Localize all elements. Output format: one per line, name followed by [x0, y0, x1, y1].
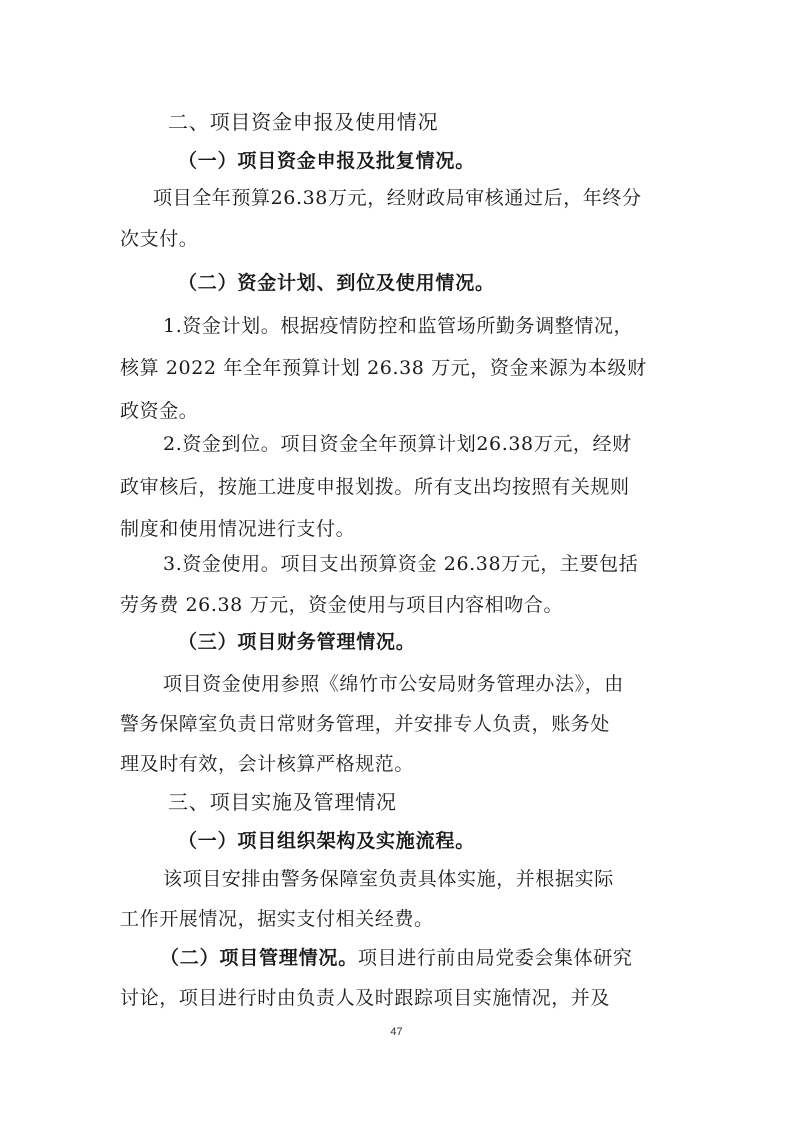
paragraph-line: 工作开展情况，据实支付相关经费。	[120, 908, 434, 930]
paragraph-line: 理及时有效，会计核算严格规范。	[120, 753, 415, 775]
paragraph-line: 核算 2022 年全年预算计划 26.38 万元，资金来源为本级财	[120, 357, 647, 379]
subheading-funding-application: （一）项目资金申报及批复情况。	[178, 150, 476, 172]
paragraph-line: 劳务费 26.38 万元，资金使用与项目内容相吻合。	[120, 594, 564, 616]
paragraph-line: 次支付。	[120, 228, 199, 250]
section-heading-implementation: 三、项目实施及管理情况	[168, 790, 397, 814]
paragraph-line: 2.资金到位。项目资金全年预算计划26.38万元，经财	[163, 433, 632, 455]
subheading-funding-plan: （二）资金计划、到位及使用情况。	[178, 272, 495, 294]
paragraph-line-management	[160, 946, 632, 970]
paragraph-line: 警务保障室负责日常财务管理，并安排专人负责，账务处	[120, 713, 611, 735]
paragraph-line: 制度和使用情况进行支付。	[120, 518, 356, 540]
paragraph-line: 该项目安排由警务保障室负责具体实施，并根据实际	[163, 868, 614, 890]
paragraph-line: 项目全年预算26.38万元，经财政局审核通过后，年终分	[153, 187, 642, 209]
paragraph-line: 政资金。	[120, 400, 199, 422]
subheading-financial-management: （三）项目财务管理情况。	[178, 631, 416, 653]
page-number: 47	[390, 1026, 403, 1038]
paragraph-line: 政审核后，按施工进度申报划拨。所有支出均按照有关规则	[120, 476, 630, 498]
section-heading-funding: 二、项目资金申报及使用情况	[168, 110, 439, 134]
subheading-organization: （一）项目组织架构及实施流程。	[178, 830, 476, 852]
paragraph-text: 项目进行前由局党委会集体研究	[358, 947, 633, 969]
paragraph-line: 讨论，项目进行时由负责人及时跟踪项目实施情况，并及	[120, 987, 611, 1009]
paragraph-line: 1.资金计划。根据疫情防控和监管场所勤务调整情况，	[163, 315, 634, 337]
subheading-project-management: （二）项目管理情况。	[160, 947, 359, 969]
paragraph-line: 3.资金使用。项目支出预算资金 26.38万元，主要包括	[163, 553, 639, 575]
paragraph-line: 项目资金使用参照《绵竹市公安局财务管理办法》，由	[163, 673, 624, 695]
